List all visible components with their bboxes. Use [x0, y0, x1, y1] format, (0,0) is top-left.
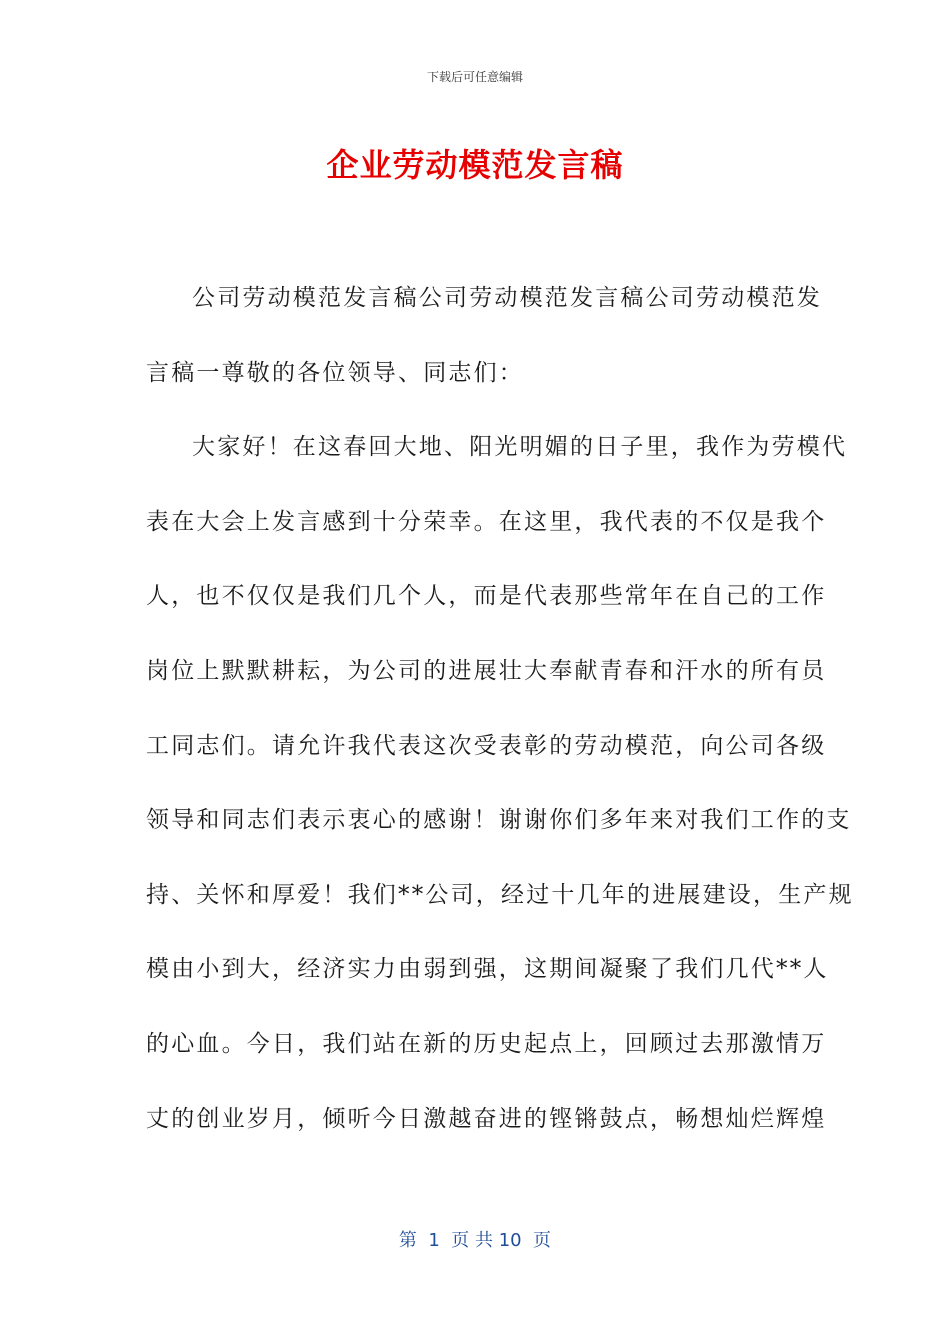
paragraph-line: 持、关怀和厚爱！我们**公司，经过十几年的进展建设，生产规 — [146, 881, 854, 908]
header-note: 下载后可任意编辑 — [426, 70, 523, 84]
paragraph-line: 丈的创业岁月，倾听今日激越奋进的铿锵鼓点，畅想灿烂辉煌 — [146, 1105, 827, 1132]
page-number-footer: 第 1 页 共 10 页 — [398, 1230, 552, 1251]
paragraph-line: 领导和同志们表示衷心的感谢！谢谢你们多年来对我们工作的支 — [146, 807, 852, 834]
document-title: 企业劳动模范发言稿 — [326, 146, 624, 184]
paragraph-line: 表在大会上发言感到十分荣幸。在这里，我代表的不仅是我个 — [146, 508, 827, 535]
paragraph-line: 言稿一尊敬的各位领导、同志们： — [146, 359, 524, 386]
paragraph-line: 人，也不仅仅是我们几个人，而是代表那些常年在自己的工作 — [146, 583, 827, 610]
paragraph-line: 公司劳动模范发言稿公司劳动模范发言稿公司劳动模范发 — [192, 285, 822, 311]
paragraph-line: 大家好！在这春回大地、阳光明媚的日子里，我作为劳模代 — [192, 434, 848, 461]
document-body — [146, 278, 854, 1173]
paragraph-line: 的心血。今日，我们站在新的历史起点上，回顾过去那激情万 — [146, 1030, 827, 1057]
paragraph-line: 岗位上默默耕耘，为公司的进展壮大奉献青春和汗水的所有员 — [146, 657, 827, 684]
paragraph-line: 模由小到大，经济实力由弱到强，这期间凝聚了我们几代**人 — [146, 956, 829, 983]
paragraph-line: 工同志们。请允许我代表这次受表彰的劳动模范，向公司各级 — [146, 732, 827, 759]
